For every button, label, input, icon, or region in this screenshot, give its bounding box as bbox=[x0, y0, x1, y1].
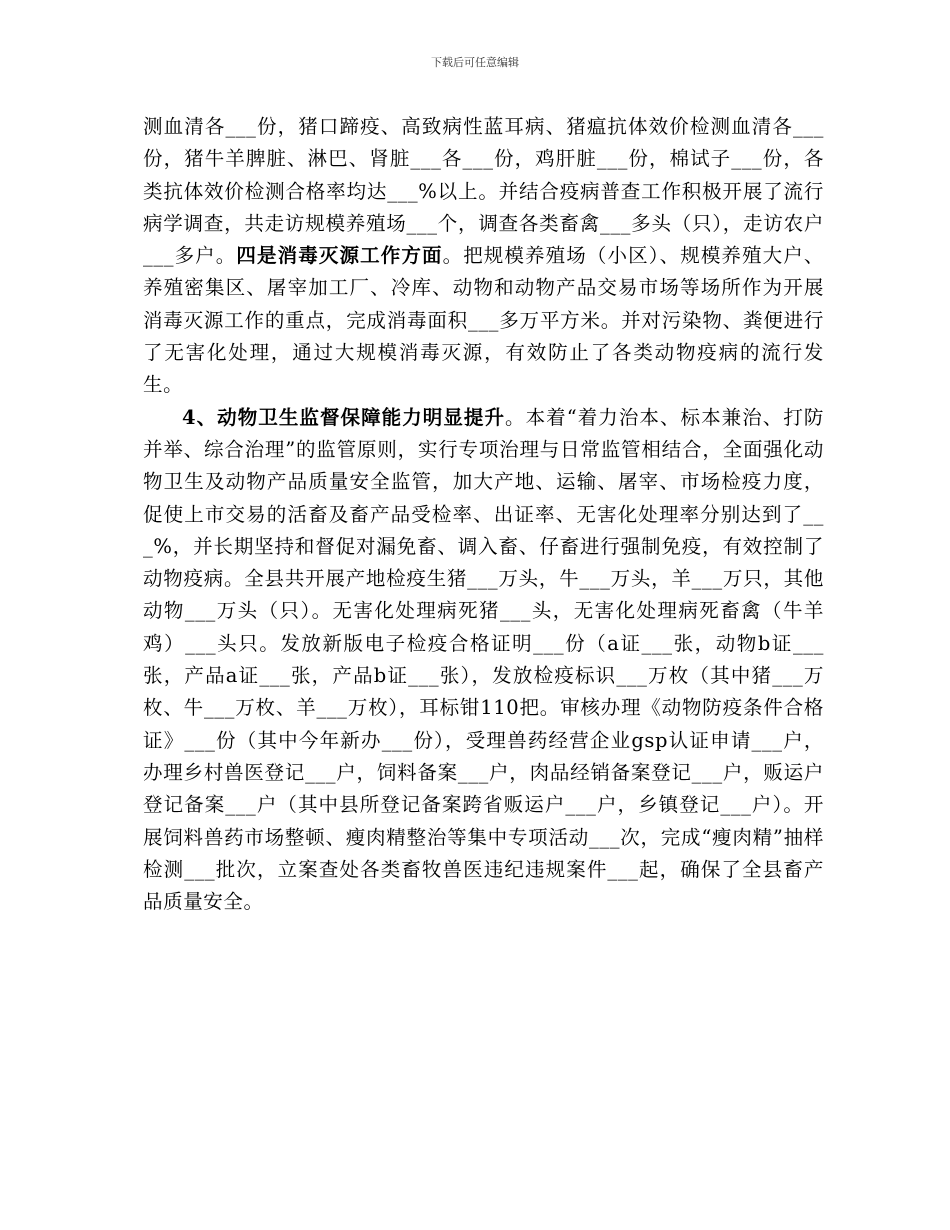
paragraph-text: 测血清各___份，猪口蹄疫、高致病性蓝耳病、猪瘟抗体效价检测血清各___份，猪牛羊脾脏、淋巴、肾脏___各___份，鸡肝脏___份，棉试子___份，各类抗体效价检测合格率均达___%以上。并结合疫病普查工作积极开展了流行病学调查，共走访规模养殖场___个，调查各类畜禽___多头（只），走访农户___多户。 bbox=[143, 115, 824, 268]
paragraph-supervision bbox=[143, 402, 824, 919]
paragraph-disinfection bbox=[143, 111, 824, 402]
document-body bbox=[143, 111, 824, 918]
page-header: 下载后可任意编辑 bbox=[431, 56, 519, 69]
section-heading-supervision: 4、动物卫生监督保障能力明显提升 bbox=[182, 405, 506, 429]
paragraph-text: 。把规模养殖场（小区）、规模养殖大户、养殖密集区、屠宰加工厂、冷库、动物和动物产品交易市场等场所作为开展消毒灭源工作的重点，完成消毒面积___多万平方米。并对污染物、粪便进行了无害化处理，通过大规模消毒灭源，有效防止了各类动物疫病的流行发生。 bbox=[143, 244, 824, 397]
paragraph-text: 。本着“着力治本、标本兼治、打防并举、综合治理”的监管原则，实行专项治理与日常监管相结合，全面强化动物卫生及动物产品质量安全监管，加大产地、运输、屠宰、市场检疫力度，促使上市交易的活畜及畜产品受检率、出证率、无害化处理率分别达到了___%，并长期坚持和督促对漏免畜、调入畜、仔畜进行强制免疫，有效控制了动物疫病。全县共开展产地检疫生猪___万头，牛___万头，羊___万只，其他动物___万头（只）。无害化处理病死猪___头，无害化处理病死畜禽（牛羊鸡）___头只。发放新版电子检疫合格证明___份（a证___张，动物b证___张，产品a证___张，产品b证___张），发放检疫标识___万枚（其中猪___万枚、牛___万枚、羊___万枚），耳标钳110把。审核办理《动物防疫条件合格证》___份（其中今年新办___份），受理兽药经营企业gsp认证申请___户，办理乡村兽医登记___户，饲料备案___户，肉品经销备案登记___户，贩运户登记备案___户（其中县所登记备案跨省贩运户___户，乡镇登记___户）。开展饲料兽药市场整顿、瘦肉精整治等集中专项活动___次，完成“瘦肉精”抽样检测___批次，立案查处各类畜牧兽医违纪违规案件___起，确保了全县畜产品质量安全。 bbox=[143, 405, 824, 914]
section-heading-disinfection: 四是消毒灭源工作方面 bbox=[236, 244, 443, 268]
